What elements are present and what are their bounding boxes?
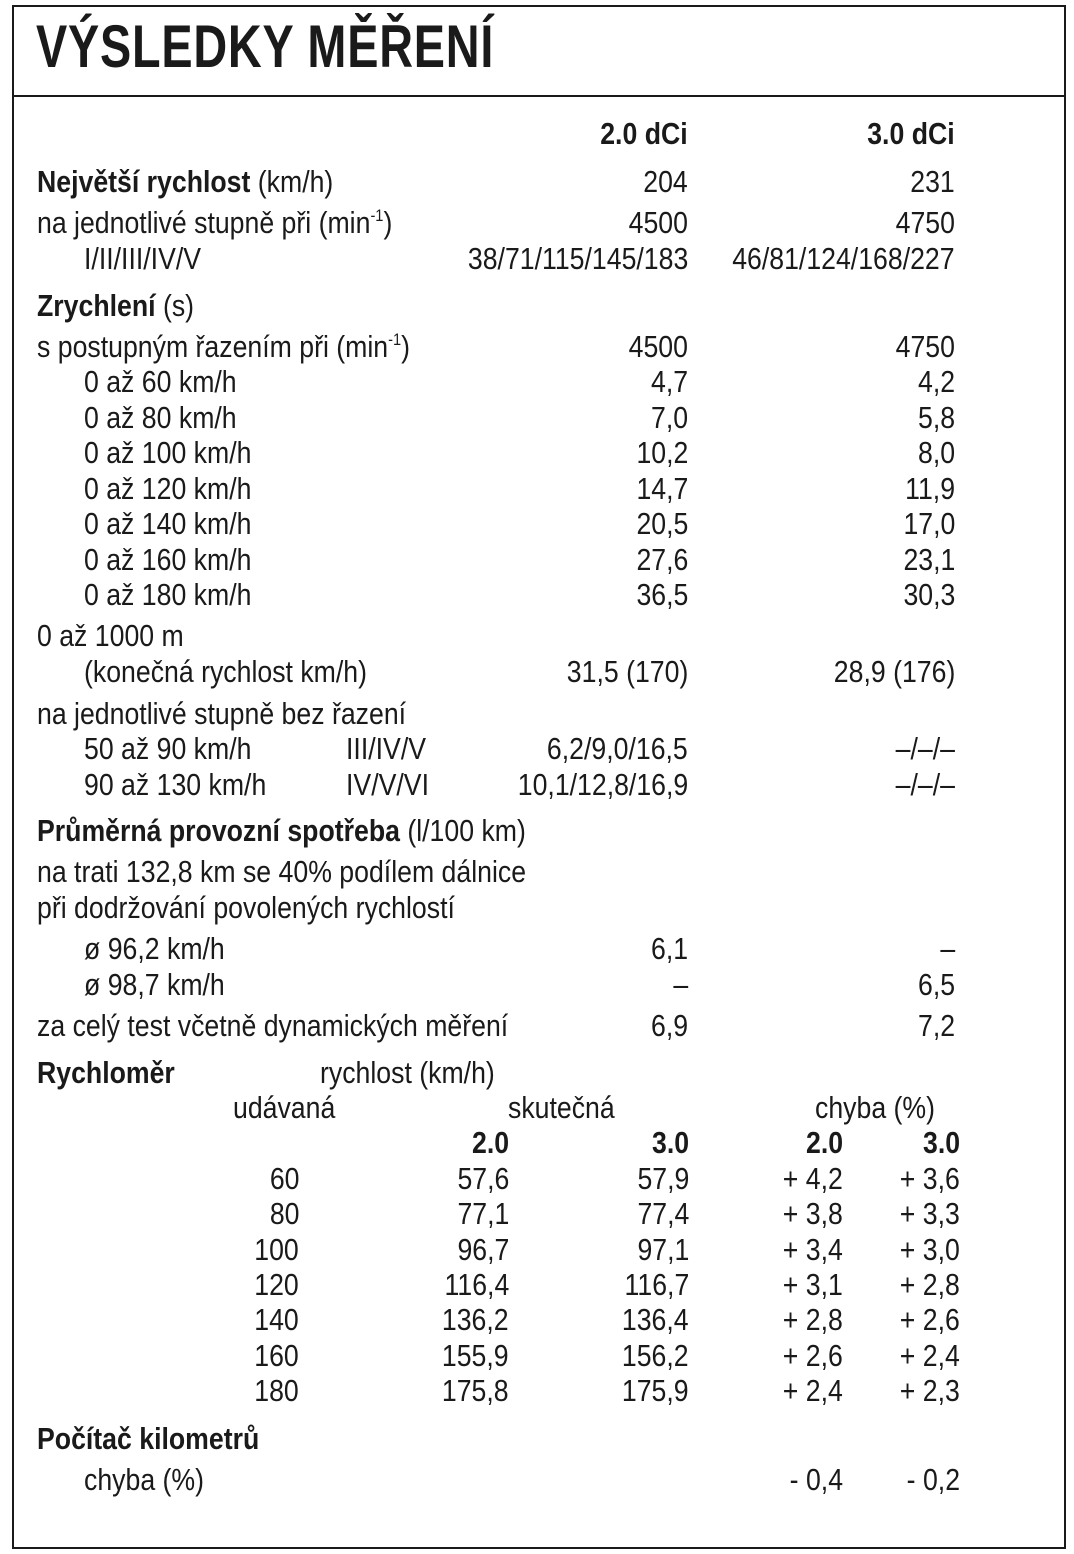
speedometer-indicated: 80 xyxy=(269,1196,299,1232)
nogear-row-label: 90 až 130 km/h xyxy=(84,766,267,802)
consumption-unit: (l/100 km) xyxy=(399,813,526,848)
gears-rpm-2-0: 4500 xyxy=(628,205,688,240)
accel-row-label: 0 až 120 km/h xyxy=(84,470,252,506)
max-speed-2-0: 204 xyxy=(643,164,688,199)
accel-row-2-0: 10,2 xyxy=(636,435,688,470)
speedometer-error-3-0: + 2,4 xyxy=(899,1337,960,1373)
consumption-row-label: ø 98,7 km/h xyxy=(84,967,225,1002)
speedometer-indicated: 160 xyxy=(254,1337,299,1373)
speedometer-speed-label: rychlost (km/h) xyxy=(320,1055,495,1090)
speedometer-header-error-3-0: 3.0 xyxy=(922,1125,960,1160)
speedometer-actual-3-0: 116,7 xyxy=(624,1266,689,1302)
speedometer-indicated: 140 xyxy=(254,1302,299,1338)
speedometer-error-2-0: + 2,8 xyxy=(782,1302,843,1338)
accel-row-label: 0 až 160 km/h xyxy=(84,541,252,577)
consumption-row-2-0: 6,1 xyxy=(650,931,688,966)
speedometer-error-3-0: + 2,6 xyxy=(899,1302,960,1338)
gear-speeds-2-0: 38/71/115/145/183 xyxy=(467,241,688,276)
speedometer-error-2-0: + 2,6 xyxy=(782,1337,843,1373)
gear-list: I/II/III/IV/V xyxy=(84,241,202,276)
speedometer-actual-2-0: 175,8 xyxy=(442,1372,509,1408)
accel-row-label: 0 až 140 km/h xyxy=(84,506,252,541)
speedometer-actual-3-0: 97,1 xyxy=(637,1231,689,1267)
km-3-0: 28,9 (176) xyxy=(833,654,955,689)
gear-speeds-3-0: 46/81/124/168/227 xyxy=(732,241,955,276)
consumption-total-label: za celý test včetně dynamických měření xyxy=(37,1008,509,1043)
accel-row-3-0: 17,0 xyxy=(903,506,955,541)
odometer-error-3-0: - 0,2 xyxy=(906,1462,960,1497)
nogear-row-2-0: 10,1/12,8/16,9 xyxy=(517,766,688,802)
consumption-row-2-0: – xyxy=(673,967,688,1002)
speedometer-actual-2-0: 96,7 xyxy=(457,1231,509,1267)
speedometer-error-3-0: + 3,0 xyxy=(899,1231,960,1267)
speedometer-header-indicated: udávaná xyxy=(233,1090,336,1125)
accel-row-3-0: 4,2 xyxy=(917,364,955,399)
accel-row-2-0: 36,5 xyxy=(636,577,688,612)
speedometer-actual-2-0: 77,1 xyxy=(457,1196,509,1232)
speedometer-actual-2-0: 57,6 xyxy=(457,1161,509,1196)
acceleration xyxy=(37,288,194,324)
column-header-3-0: 3.0 dCi xyxy=(867,116,955,151)
consumption-total-3-0: 7,2 xyxy=(917,1008,955,1043)
max-speed xyxy=(37,164,333,200)
max-speed-label: Největší rychlost xyxy=(37,164,251,199)
speedometer-error-2-0: + 2,4 xyxy=(782,1372,843,1408)
accel-row-2-0: 4,7 xyxy=(650,364,688,399)
max-speed-3-0: 231 xyxy=(910,164,955,199)
consumption xyxy=(37,813,526,849)
nogear-row-gears: III/IV/V xyxy=(346,731,427,766)
nogear-row-2-0: 6,2/9,0/16,5 xyxy=(547,731,688,766)
gears-rpm-3-0: 4750 xyxy=(895,205,955,240)
speedometer-label: Rychloměr xyxy=(37,1055,175,1090)
km-label: 0 až 1000 m xyxy=(37,618,184,653)
km-sub-label: (konečná rychlost km/h) xyxy=(84,654,367,689)
accel-row-label: 0 až 180 km/h xyxy=(84,577,252,612)
speedometer-error-3-0: + 2,8 xyxy=(899,1266,960,1302)
speedometer-indicated: 120 xyxy=(254,1266,299,1302)
accel-row-label: 0 až 100 km/h xyxy=(84,435,252,470)
speedometer-indicated: 180 xyxy=(254,1372,299,1408)
km-2-0: 31,5 (170) xyxy=(566,654,688,689)
odometer-error-2-0: - 0,4 xyxy=(789,1462,843,1497)
speedometer-error-3-0: + 2,3 xyxy=(899,1372,960,1408)
speedometer-error-2-0: + 4,2 xyxy=(782,1161,843,1196)
accel-row-3-0: 11,9 xyxy=(905,470,955,506)
speedometer-error-3-0: + 3,3 xyxy=(899,1196,960,1232)
shift-rpm-label-close: ) xyxy=(401,329,411,364)
shift-rpm-label-text: s postupným řazením při (min xyxy=(37,329,389,364)
speedometer-error-2-0: + 3,8 xyxy=(782,1196,843,1232)
speedometer-actual-2-0: 116,4 xyxy=(444,1266,509,1302)
consumption-route: na trati 132,8 km se 40% podílem dálnice xyxy=(37,854,527,889)
nogear-label: na jednotlivé stupně bez řazení xyxy=(37,696,407,731)
speedometer-error-3-0: + 3,6 xyxy=(899,1161,960,1196)
speedometer-header-actual-2-0: 2.0 xyxy=(471,1125,509,1160)
consumption-row-label: ø 96,2 km/h xyxy=(84,931,225,966)
accel-row-2-0: 27,6 xyxy=(636,541,688,577)
shift-rpm-label xyxy=(37,329,410,365)
speedometer-error-2-0: + 3,4 xyxy=(782,1231,843,1267)
accel-row-2-0: 20,5 xyxy=(636,506,688,541)
shift-rpm-2-0: 4500 xyxy=(628,329,688,364)
speedometer-header-error: chyba (%) xyxy=(815,1090,936,1125)
speedometer-actual-3-0: 156,2 xyxy=(622,1337,689,1373)
consumption-label: Průměrná provozní spotřeba xyxy=(37,813,400,848)
accel-row-label: 0 až 80 km/h xyxy=(84,399,237,435)
speedometer-indicated: 60 xyxy=(269,1161,299,1196)
gears-rpm-label xyxy=(37,205,392,241)
accel-row-2-0: 7,0 xyxy=(650,399,688,435)
consumption-row-3-0: 6,5 xyxy=(917,967,955,1002)
speedometer-header-error-2-0: 2.0 xyxy=(805,1125,843,1160)
speedometer-actual-2-0: 136,2 xyxy=(442,1302,509,1338)
nogear-row-label: 50 až 90 km/h xyxy=(84,731,252,766)
gears-rpm-label-text: na jednotlivé stupně při (min xyxy=(37,205,371,240)
accel-row-3-0: 23,1 xyxy=(903,541,955,577)
acceleration-label: Zrychlení xyxy=(37,288,156,323)
acceleration-unit: (s) xyxy=(155,288,195,323)
odometer-label: Počítač kilometrů xyxy=(37,1421,260,1456)
accel-row-3-0: 30,3 xyxy=(903,577,955,612)
gears-rpm-label-close: ) xyxy=(383,205,393,240)
consumption-row-3-0: – xyxy=(940,931,955,966)
speedometer-actual-2-0: 155,9 xyxy=(442,1337,509,1373)
accel-row-3-0: 8,0 xyxy=(917,435,955,470)
accel-row-3-0: 5,8 xyxy=(917,399,955,435)
speedometer-indicated: 100 xyxy=(254,1231,299,1267)
accel-row-label: 0 až 60 km/h xyxy=(84,364,237,399)
shift-rpm-label-sup: -1 xyxy=(388,330,402,349)
consumption-speed-note: při dodržování povolených rychlostí xyxy=(37,890,455,925)
speedometer-actual-3-0: 57,9 xyxy=(637,1161,689,1196)
gears-rpm-label-sup: -1 xyxy=(370,206,384,225)
page-title: VÝSLEDKY MĚŘENÍ xyxy=(36,13,495,80)
speedometer-header-actual: skutečná xyxy=(508,1090,615,1125)
nogear-row-3-0: –/–/– xyxy=(895,731,955,766)
speedometer-actual-3-0: 77,4 xyxy=(637,1196,689,1232)
odometer-error-label: chyba (%) xyxy=(84,1462,205,1497)
consumption-total-2-0: 6,9 xyxy=(650,1008,688,1043)
max-speed-unit: (km/h) xyxy=(250,164,334,199)
speedometer-actual-3-0: 175,9 xyxy=(622,1372,689,1408)
shift-rpm-3-0: 4750 xyxy=(895,329,955,364)
nogear-row-3-0: –/–/– xyxy=(895,766,955,802)
speedometer-error-2-0: + 3,1 xyxy=(782,1266,843,1302)
speedometer-header-actual-3-0: 3.0 xyxy=(651,1125,689,1160)
speedometer-actual-3-0: 136,4 xyxy=(622,1302,689,1338)
accel-row-2-0: 14,7 xyxy=(636,470,688,506)
column-header-2-0: 2.0 dCi xyxy=(600,116,688,151)
nogear-row-gears: IV/V/VI xyxy=(346,766,429,802)
